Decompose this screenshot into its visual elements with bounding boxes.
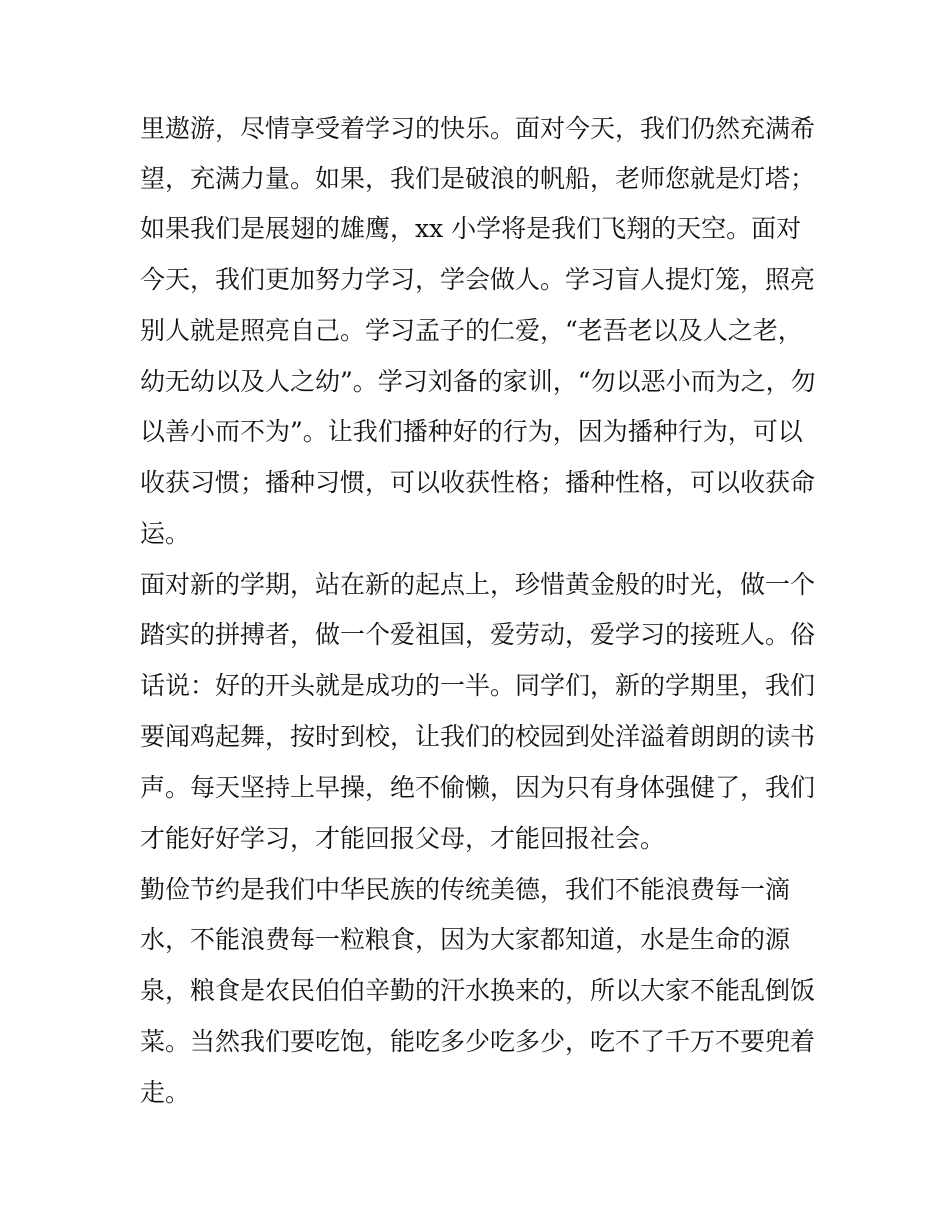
- text-line: 今天，我们更加努力学习，学会做人。学习盲人提灯笼，照亮: [140, 265, 816, 294]
- text-line: 才能好好学习，才能回报父母，才能回报社会。: [140, 824, 666, 853]
- text-line: 如果我们是展翅的雄鹰，xx 小学将是我们飞翔的天空。面对: [140, 214, 802, 243]
- text-line: 话说：好的开头就是成功的一半。同学们，新的学期里，我们: [140, 671, 816, 700]
- text-line: 勤俭节约是我们中华民族的传统美德，我们不能浪费每一滴: [140, 875, 791, 904]
- text-line: 别人就是照亮自己。学习孟子的仁爱，“老吾老以及人之老，: [140, 316, 803, 345]
- text-line: 泉，粮食是农民伯伯辛勤的汗水换来的，所以大家不能乱倒饭: [140, 976, 816, 1005]
- text-line: 菜。当然我们要吃饱，能吃多少吃多少，吃不了千万不要兜着: [140, 1027, 816, 1056]
- text-line: 望，充满力量。如果，我们是破浪的帆船，老师您就是灯塔；: [140, 164, 816, 193]
- text-line: 以善小而不为”。让我们播种好的行为，因为播种行为，可以: [140, 417, 803, 446]
- text-line: 声。每天坚持上早操，绝不偷懒，因为只有身体强健了，我们: [140, 773, 816, 802]
- text-line: 要闻鸡起舞，按时到校，让我们的校园到处洋溢着朗朗的读书: [140, 722, 816, 751]
- text-line: 走。: [140, 1078, 191, 1107]
- text-line: 幼无幼以及人之幼”。学习刘备的家训，“勿以恶小而为之，勿: [140, 367, 816, 396]
- text-line: 里遨游，尽情享受着学习的快乐。面对今天，我们仍然充满希: [140, 114, 816, 143]
- text-line: 运。: [140, 519, 191, 548]
- text-line: 踏实的拼搏者，做一个爱祖国，爱劳动，爱学习的接班人。俗: [140, 620, 816, 649]
- text-line: 水，不能浪费每一粒粮食，因为大家都知道，水是生命的源: [140, 925, 791, 954]
- text-line: 面对新的学期，站在新的起点上，珍惜黄金般的时光，做一个: [140, 570, 816, 599]
- text-line: 收获习惯；播种习惯，可以收获性格；播种性格，可以收获命: [140, 468, 816, 497]
